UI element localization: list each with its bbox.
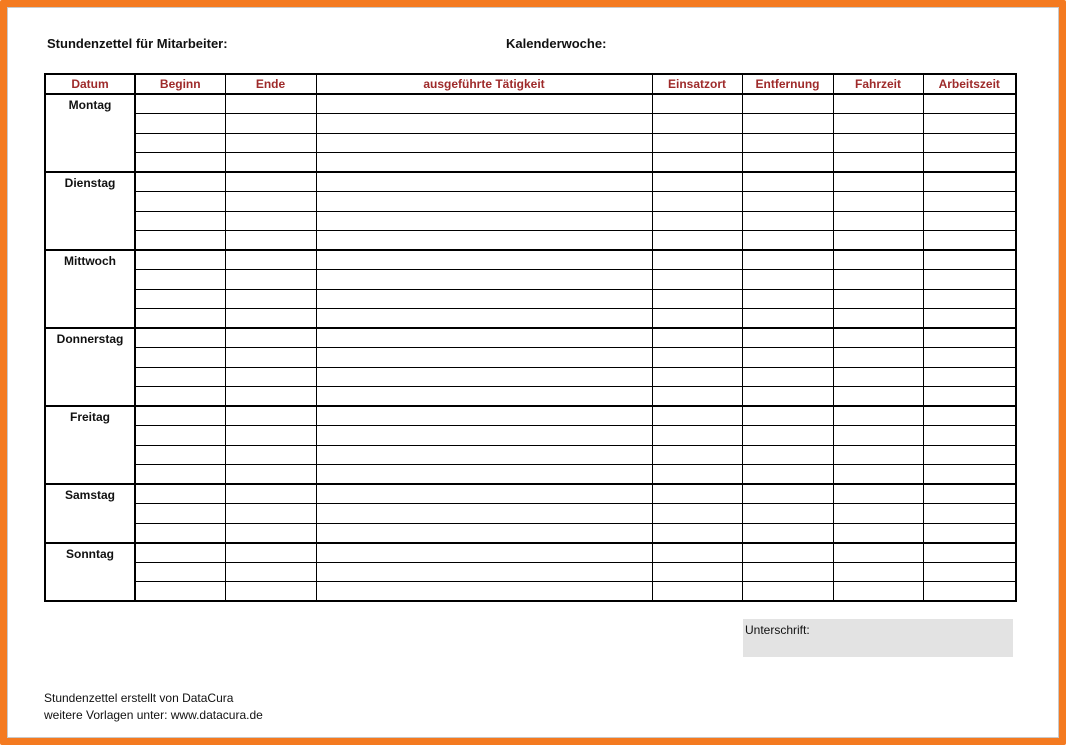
cell-ende[interactable]: [225, 250, 316, 270]
cell-taetigkeit[interactable]: [316, 309, 652, 329]
timesheet-body: [45, 94, 1016, 601]
cell-arbeitszeit[interactable]: [923, 270, 1016, 290]
cell-taetigkeit[interactable]: [316, 231, 652, 251]
cell-fahrzeit[interactable]: [833, 582, 923, 602]
cell-fahrzeit[interactable]: [833, 562, 923, 582]
table-row: [45, 504, 1016, 524]
cell-ende[interactable]: [225, 94, 316, 114]
table-row: [45, 250, 1016, 270]
cell-einsatzort[interactable]: [652, 484, 742, 504]
cell-einsatzort[interactable]: [652, 211, 742, 231]
cell-entfernung[interactable]: [742, 426, 833, 446]
cell-beginn[interactable]: [135, 270, 225, 290]
cell-beginn[interactable]: [135, 289, 225, 309]
cell-beginn[interactable]: [135, 406, 225, 426]
cell-arbeitszeit[interactable]: [923, 504, 1016, 524]
cell-arbeitszeit[interactable]: [923, 153, 1016, 173]
day-label-samstag: Samstag: [45, 484, 135, 543]
cell-taetigkeit[interactable]: [316, 153, 652, 173]
column-header-taetigkeit: ausgeführte Tätigkeit: [316, 74, 652, 94]
column-header-ende: Ende: [225, 74, 316, 94]
table-row: [45, 562, 1016, 582]
table-row: [45, 445, 1016, 465]
cell-beginn[interactable]: [135, 348, 225, 368]
cell-beginn[interactable]: [135, 543, 225, 563]
cell-fahrzeit[interactable]: [833, 406, 923, 426]
cell-fahrzeit[interactable]: [833, 445, 923, 465]
cell-entfernung[interactable]: [742, 562, 833, 582]
cell-ende[interactable]: [225, 562, 316, 582]
cell-beginn[interactable]: [135, 562, 225, 582]
table-row: [45, 582, 1016, 602]
cell-einsatzort[interactable]: [652, 387, 742, 407]
cell-ende[interactable]: [225, 426, 316, 446]
cell-taetigkeit[interactable]: [316, 133, 652, 153]
cell-taetigkeit[interactable]: [316, 387, 652, 407]
cell-einsatzort[interactable]: [652, 309, 742, 329]
cell-taetigkeit[interactable]: [316, 328, 652, 348]
cell-entfernung[interactable]: [742, 348, 833, 368]
cell-fahrzeit[interactable]: [833, 387, 923, 407]
cell-ende[interactable]: [225, 367, 316, 387]
cell-fahrzeit[interactable]: [833, 504, 923, 524]
cell-taetigkeit[interactable]: [316, 426, 652, 446]
cell-fahrzeit[interactable]: [833, 114, 923, 134]
cell-einsatzort[interactable]: [652, 445, 742, 465]
table-row: [45, 133, 1016, 153]
table-row: [45, 523, 1016, 543]
column-header-beginn: Beginn: [135, 74, 225, 94]
table-header-row: [45, 74, 1016, 94]
cell-arbeitszeit[interactable]: [923, 172, 1016, 192]
cell-einsatzort[interactable]: [652, 523, 742, 543]
cell-arbeitszeit[interactable]: [923, 289, 1016, 309]
column-header-fahrzeit: Fahrzeit: [833, 74, 923, 94]
cell-arbeitszeit[interactable]: [923, 133, 1016, 153]
employee-title: Stundenzettel für Mitarbeiter:: [47, 36, 228, 51]
cell-fahrzeit[interactable]: [833, 172, 923, 192]
cell-arbeitszeit[interactable]: [923, 523, 1016, 543]
cell-beginn[interactable]: [135, 523, 225, 543]
cell-entfernung[interactable]: [742, 387, 833, 407]
cell-fahrzeit[interactable]: [833, 211, 923, 231]
cell-ende[interactable]: [225, 289, 316, 309]
cell-entfernung[interactable]: [742, 231, 833, 251]
cell-arbeitszeit[interactable]: [923, 309, 1016, 329]
cell-fahrzeit[interactable]: [833, 348, 923, 368]
cell-ende[interactable]: [225, 133, 316, 153]
footer-credit: Stundenzettel erstellt von DataCura: [44, 691, 234, 705]
cell-fahrzeit[interactable]: [833, 133, 923, 153]
cell-fahrzeit[interactable]: [833, 192, 923, 212]
cell-beginn[interactable]: [135, 387, 225, 407]
cell-entfernung[interactable]: [742, 484, 833, 504]
signature-field[interactable]: [743, 619, 1013, 657]
cell-arbeitszeit[interactable]: [923, 114, 1016, 134]
footer-link: weitere Vorlagen unter: www.datacura.de: [44, 708, 263, 722]
table-row: [45, 94, 1016, 114]
table-row: [45, 309, 1016, 329]
cell-arbeitszeit[interactable]: [923, 484, 1016, 504]
cell-ende[interactable]: [225, 114, 316, 134]
cell-beginn[interactable]: [135, 582, 225, 602]
cell-taetigkeit[interactable]: [316, 114, 652, 134]
cell-entfernung[interactable]: [742, 367, 833, 387]
table-row: [45, 348, 1016, 368]
cell-fahrzeit[interactable]: [833, 289, 923, 309]
cell-entfernung[interactable]: [742, 406, 833, 426]
cell-beginn[interactable]: [135, 328, 225, 348]
cell-einsatzort[interactable]: [652, 426, 742, 446]
cell-ende[interactable]: [225, 231, 316, 251]
cell-beginn[interactable]: [135, 445, 225, 465]
cell-ende[interactable]: [225, 523, 316, 543]
cell-fahrzeit[interactable]: [833, 328, 923, 348]
table-row: [45, 270, 1016, 290]
cell-beginn[interactable]: [135, 309, 225, 329]
cell-arbeitszeit[interactable]: [923, 562, 1016, 582]
day-label-sonntag: Sonntag: [45, 543, 135, 602]
table-row: [45, 231, 1016, 251]
cell-taetigkeit[interactable]: [316, 543, 652, 563]
cell-einsatzort[interactable]: [652, 348, 742, 368]
cell-einsatzort[interactable]: [652, 289, 742, 309]
cell-arbeitszeit[interactable]: [923, 426, 1016, 446]
cell-arbeitszeit[interactable]: [923, 582, 1016, 602]
cell-ende[interactable]: [225, 172, 316, 192]
cell-entfernung[interactable]: [742, 192, 833, 212]
cell-beginn[interactable]: [135, 231, 225, 251]
cell-einsatzort[interactable]: [652, 114, 742, 134]
column-header-einsatzort: Einsatzort: [652, 74, 742, 94]
cell-beginn[interactable]: [135, 114, 225, 134]
cell-einsatzort[interactable]: [652, 465, 742, 485]
cell-taetigkeit[interactable]: [316, 465, 652, 485]
cell-fahrzeit[interactable]: [833, 250, 923, 270]
cell-einsatzort[interactable]: [652, 504, 742, 524]
cell-entfernung[interactable]: [742, 504, 833, 524]
cell-entfernung[interactable]: [742, 133, 833, 153]
cell-beginn[interactable]: [135, 133, 225, 153]
column-header-arbeitszeit: Arbeitszeit: [923, 74, 1016, 94]
cell-einsatzort[interactable]: [652, 367, 742, 387]
cell-beginn[interactable]: [135, 172, 225, 192]
cell-entfernung[interactable]: [742, 309, 833, 329]
cell-taetigkeit[interactable]: [316, 562, 652, 582]
cell-taetigkeit[interactable]: [316, 523, 652, 543]
cell-ende[interactable]: [225, 445, 316, 465]
day-label-mittwoch: Mittwoch: [45, 250, 135, 328]
cell-einsatzort[interactable]: [652, 582, 742, 602]
cell-fahrzeit[interactable]: [833, 484, 923, 504]
cell-taetigkeit[interactable]: [316, 94, 652, 114]
table-row: [45, 289, 1016, 309]
cell-arbeitszeit[interactable]: [923, 543, 1016, 563]
cell-fahrzeit[interactable]: [833, 94, 923, 114]
cell-ende[interactable]: [225, 153, 316, 173]
cell-taetigkeit[interactable]: [316, 211, 652, 231]
cell-entfernung[interactable]: [742, 172, 833, 192]
cell-fahrzeit[interactable]: [833, 367, 923, 387]
cell-ende[interactable]: [225, 328, 316, 348]
cell-fahrzeit[interactable]: [833, 231, 923, 251]
cell-fahrzeit[interactable]: [833, 465, 923, 485]
cell-taetigkeit[interactable]: [316, 192, 652, 212]
cell-einsatzort[interactable]: [652, 562, 742, 582]
cell-fahrzeit[interactable]: [833, 270, 923, 290]
cell-einsatzort[interactable]: [652, 231, 742, 251]
cell-ende[interactable]: [225, 582, 316, 602]
calendar-week-title: Kalenderwoche:: [506, 36, 607, 51]
cell-taetigkeit[interactable]: [316, 406, 652, 426]
table-row: [45, 328, 1016, 348]
cell-arbeitszeit[interactable]: [923, 328, 1016, 348]
cell-entfernung[interactable]: [742, 328, 833, 348]
cell-taetigkeit[interactable]: [316, 504, 652, 524]
cell-beginn[interactable]: [135, 250, 225, 270]
cell-entfernung[interactable]: [742, 523, 833, 543]
cell-ende[interactable]: [225, 504, 316, 524]
cell-taetigkeit[interactable]: [316, 582, 652, 602]
cell-fahrzeit[interactable]: [833, 153, 923, 173]
cell-arbeitszeit[interactable]: [923, 348, 1016, 368]
cell-einsatzort[interactable]: [652, 153, 742, 173]
cell-einsatzort[interactable]: [652, 250, 742, 270]
cell-ende[interactable]: [225, 192, 316, 212]
cell-taetigkeit[interactable]: [316, 367, 652, 387]
cell-ende[interactable]: [225, 309, 316, 329]
cell-entfernung[interactable]: [742, 445, 833, 465]
column-header-datum: Datum: [45, 74, 135, 94]
cell-einsatzort[interactable]: [652, 192, 742, 212]
cell-beginn[interactable]: [135, 504, 225, 524]
timesheet-table: [44, 73, 1017, 602]
cell-beginn[interactable]: [135, 426, 225, 446]
cell-einsatzort[interactable]: [652, 172, 742, 192]
table-row: [45, 387, 1016, 407]
column-header-entfernung: Entfernung: [742, 74, 833, 94]
cell-taetigkeit[interactable]: [316, 270, 652, 290]
cell-ende[interactable]: [225, 387, 316, 407]
cell-ende[interactable]: [225, 211, 316, 231]
table-row: [45, 426, 1016, 446]
cell-einsatzort[interactable]: [652, 328, 742, 348]
day-label-donnerstag: Donnerstag: [45, 328, 135, 406]
day-label-freitag: Freitag: [45, 406, 135, 484]
cell-einsatzort[interactable]: [652, 543, 742, 563]
cell-beginn[interactable]: [135, 367, 225, 387]
cell-taetigkeit[interactable]: [316, 289, 652, 309]
cell-beginn[interactable]: [135, 94, 225, 114]
cell-entfernung[interactable]: [742, 94, 833, 114]
table-row: [45, 406, 1016, 426]
cell-fahrzeit[interactable]: [833, 523, 923, 543]
cell-entfernung[interactable]: [742, 543, 833, 563]
cell-ende[interactable]: [225, 270, 316, 290]
cell-beginn[interactable]: [135, 211, 225, 231]
cell-arbeitszeit[interactable]: [923, 387, 1016, 407]
table-row: [45, 543, 1016, 563]
cell-entfernung[interactable]: [742, 582, 833, 602]
table-row: [45, 211, 1016, 231]
cell-beginn[interactable]: [135, 192, 225, 212]
cell-ende[interactable]: [225, 484, 316, 504]
cell-entfernung[interactable]: [742, 211, 833, 231]
cell-ende[interactable]: [225, 406, 316, 426]
cell-einsatzort[interactable]: [652, 270, 742, 290]
cell-arbeitszeit[interactable]: [923, 250, 1016, 270]
table-row: [45, 114, 1016, 134]
table-row: [45, 192, 1016, 212]
cell-taetigkeit[interactable]: [316, 172, 652, 192]
cell-ende[interactable]: [225, 543, 316, 563]
cell-beginn[interactable]: [135, 484, 225, 504]
day-label-montag: Montag: [45, 94, 135, 172]
cell-entfernung[interactable]: [742, 289, 833, 309]
cell-einsatzort[interactable]: [652, 94, 742, 114]
cell-ende[interactable]: [225, 465, 316, 485]
cell-arbeitszeit[interactable]: [923, 406, 1016, 426]
cell-arbeitszeit[interactable]: [923, 465, 1016, 485]
table-row: [45, 484, 1016, 504]
cell-arbeitszeit[interactable]: [923, 445, 1016, 465]
table-row: [45, 153, 1016, 173]
cell-fahrzeit[interactable]: [833, 426, 923, 446]
cell-beginn[interactable]: [135, 153, 225, 173]
cell-arbeitszeit[interactable]: [923, 211, 1016, 231]
table-row: [45, 172, 1016, 192]
cell-arbeitszeit[interactable]: [923, 192, 1016, 212]
footer: [44, 690, 263, 724]
cell-entfernung[interactable]: [742, 250, 833, 270]
cell-entfernung[interactable]: [742, 153, 833, 173]
cell-fahrzeit[interactable]: [833, 543, 923, 563]
cell-einsatzort[interactable]: [652, 406, 742, 426]
cell-beginn[interactable]: [135, 465, 225, 485]
signature-label: Unterschrift:: [745, 623, 810, 637]
cell-ende[interactable]: [225, 348, 316, 368]
cell-entfernung[interactable]: [742, 465, 833, 485]
cell-entfernung[interactable]: [742, 270, 833, 290]
cell-einsatzort[interactable]: [652, 133, 742, 153]
cell-arbeitszeit[interactable]: [923, 94, 1016, 114]
cell-taetigkeit[interactable]: [316, 445, 652, 465]
cell-arbeitszeit[interactable]: [923, 367, 1016, 387]
cell-arbeitszeit[interactable]: [923, 231, 1016, 251]
day-label-dienstag: Dienstag: [45, 172, 135, 250]
cell-entfernung[interactable]: [742, 114, 833, 134]
cell-fahrzeit[interactable]: [833, 309, 923, 329]
cell-taetigkeit[interactable]: [316, 250, 652, 270]
table-row: [45, 465, 1016, 485]
table-row: [45, 367, 1016, 387]
cell-taetigkeit[interactable]: [316, 484, 652, 504]
cell-taetigkeit[interactable]: [316, 348, 652, 368]
